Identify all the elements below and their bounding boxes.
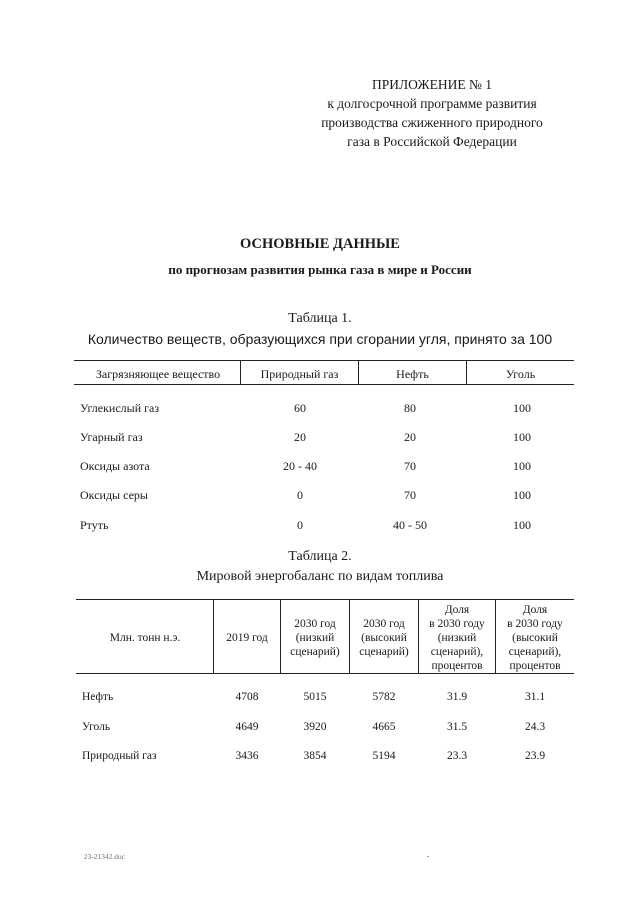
header-line: (низкий — [437, 632, 477, 644]
table1-header-rule — [74, 384, 574, 385]
header-line: сценарий), — [508, 646, 562, 658]
table2-header-2030-high — [350, 617, 418, 659]
table1-row-label: Углекислый газ — [80, 401, 160, 415]
table1-row-label: Ртуть — [80, 518, 109, 532]
annex-line: к долгосрочной программе развития — [327, 96, 537, 111]
header-line: (низкий — [295, 632, 335, 644]
table2-cell: 4708 — [235, 691, 259, 703]
table2-number: Таблица 2. — [288, 549, 352, 564]
table1-cell: 40 - 50 — [393, 518, 427, 532]
table1-header-substance: Загрязняющее вещество — [95, 367, 221, 381]
header-line: сценарий), — [430, 646, 484, 658]
table1-number: Таблица 1. — [288, 311, 352, 326]
annex-line: производства сжиженного природного — [321, 115, 543, 130]
document-subtitle: по прогнозам развития рынка газа в мире и России — [168, 262, 472, 277]
table2-col-divider — [418, 599, 419, 673]
table2-cell: 3436 — [235, 750, 259, 762]
table1-row-label: Оксиды серы — [80, 488, 148, 502]
table2-row-label: Нефть — [82, 691, 114, 703]
header-line: процентов — [509, 660, 561, 672]
annex-line: газа в Российской Федерации — [347, 134, 517, 149]
document-code: 23-21342.doc — [84, 853, 126, 861]
document-title: ОСНОВНЫЕ ДАННЫЕ — [240, 236, 400, 252]
table2-cell: 4649 — [235, 721, 259, 733]
table2-row-label: Уголь — [82, 721, 111, 733]
table1-cell: 20 — [294, 430, 306, 444]
table1-cell: 70 — [404, 488, 416, 502]
table1-cell: 100 — [513, 430, 531, 444]
table1-row-label: Угарный газ — [80, 430, 143, 444]
table2-cell: 24.3 — [524, 721, 546, 733]
table1-header-coal: Уголь — [505, 367, 536, 381]
table2-row-label: Природный газ — [82, 750, 157, 762]
table1-cell: 20 — [404, 430, 416, 444]
header-line: Доля — [522, 604, 548, 616]
table2-caption: Мировой энергобаланс по видам топлива — [196, 569, 444, 584]
table1-cell: 0 — [297, 488, 303, 502]
header-line: в 2030 году — [507, 618, 563, 630]
table2-cell: 23.3 — [446, 750, 468, 762]
table2-cell: 3854 — [303, 750, 327, 762]
table2-col-divider — [349, 599, 350, 673]
header-line: сценарий) — [359, 646, 409, 658]
table1-header-oil: Нефть — [396, 367, 429, 381]
table2-cell: 31.1 — [524, 691, 546, 703]
table1-cell: 100 — [513, 401, 531, 415]
header-line: Доля — [444, 604, 470, 616]
table1-cell: 70 — [404, 459, 416, 473]
table2-cell: 23.9 — [524, 750, 546, 762]
table1-caption: Количество веществ, образующихся при сгорании угля, принято за 100 — [87, 331, 553, 347]
scan-mark — [427, 856, 429, 857]
table2-cell: 5782 — [372, 691, 396, 703]
table2-col-divider — [495, 599, 496, 673]
table2-col-divider — [213, 599, 214, 673]
table1-row-label: Оксиды азота — [80, 459, 150, 473]
header-line: 2030 год — [363, 618, 405, 630]
table2-header-2019: 2019 год — [226, 632, 268, 644]
table1-cell: 100 — [513, 518, 531, 532]
table1-cell: 0 — [297, 518, 303, 532]
table2-cell: 31.9 — [446, 691, 468, 703]
annex-line: ПРИЛОЖЕНИЕ № 1 — [371, 77, 493, 92]
table1-cell: 100 — [513, 488, 531, 502]
table2-top-rule — [76, 599, 574, 600]
table1-cell: 80 — [404, 401, 416, 415]
table2-header-2030-low — [281, 617, 349, 659]
header-line: (высокий — [361, 632, 407, 644]
table1-top-rule — [74, 360, 574, 361]
table2-cell: 5015 — [303, 691, 327, 703]
table2-header-unit: Млн. тонн н.э. — [109, 632, 181, 644]
header-line: (высокий — [512, 632, 558, 644]
table2-cell: 5194 — [372, 750, 396, 762]
table2-cell: 4665 — [372, 721, 396, 733]
table2-cell: 31.5 — [446, 721, 468, 733]
table1-cell: 100 — [513, 459, 531, 473]
table1-cell: 20 - 40 — [283, 459, 317, 473]
table2-cell: 3920 — [303, 721, 327, 733]
header-line: процентов — [431, 660, 483, 672]
table2-col-divider — [280, 599, 281, 673]
header-line: 2030 год — [294, 618, 336, 630]
header-line: сценарий) — [290, 646, 340, 658]
table1-header-gas: Природный газ — [260, 367, 339, 381]
table2-header-rule — [76, 673, 574, 674]
table2-header-share-low — [419, 603, 495, 673]
header-line: в 2030 году — [429, 618, 485, 630]
table1-cell: 60 — [294, 401, 306, 415]
table2-header-share-high — [496, 603, 574, 673]
